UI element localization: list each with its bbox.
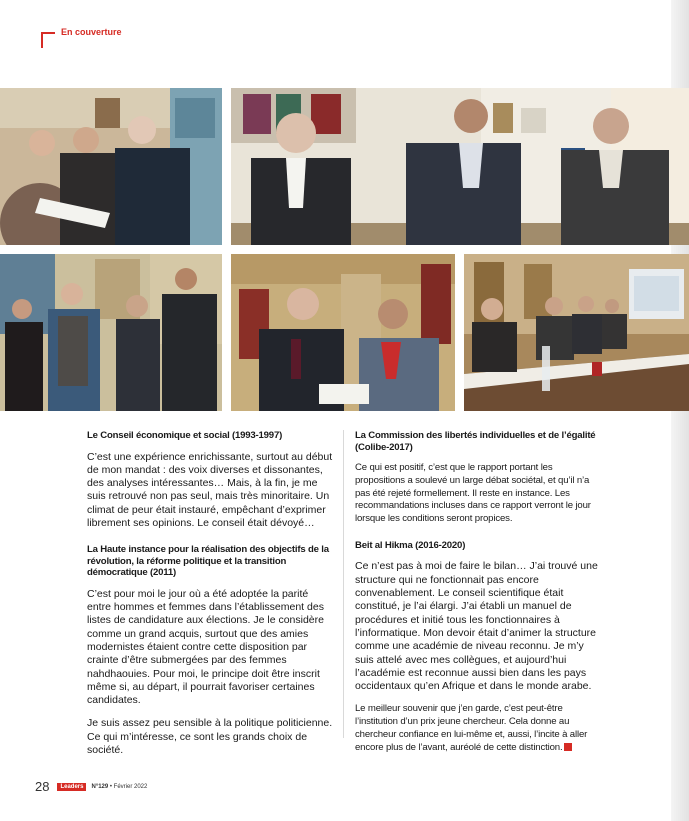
page-footer xyxy=(35,779,147,794)
heading-conseil-economique: Le Conseil économique et social (1993-1997) xyxy=(87,430,283,441)
left-column xyxy=(87,430,333,767)
paragraph-souvenir-text: Le meilleur souvenir que j’en garde, c’est peut-être l’institution d’un prix jeune chercheur. Cela donne au chercheur confiance en lui-même et, aussi, l’incite à aller encore plus de l’avant, auréolé de cette distinction. xyxy=(355,703,588,753)
heading-colibe: La Commission des libertés individuelles et de l’égalité (Colibe-2017) xyxy=(355,430,596,453)
section-tag xyxy=(41,27,122,48)
photo-conference-table xyxy=(464,254,689,411)
heading-beit-al-hikma: Beit al Hikma (2016-2020) xyxy=(355,539,466,551)
issue-number: N°129 xyxy=(91,783,109,790)
section-label: En couverture xyxy=(61,27,122,37)
photo-two-men-award xyxy=(231,254,455,411)
photo-three-men-seated xyxy=(231,88,689,245)
heading-haute-instance: La Haute instance pour la réalisation des objectifs de la révolution, la réforme politique et la transition démocratique (2011) xyxy=(87,544,329,579)
issue-date: • Février 2022 xyxy=(108,783,148,790)
paragraph-colibe: Ce qui est positif, c’est que le rapport portant les propositions a soulevé un large débat sociétal, et qu’il n’a pas été rejeté formellement. Il reste en instance. Les recommandations incluses dans ce rapport verront le jour lorsque les conditions seront propices. xyxy=(355,462,591,525)
page-number: 28 xyxy=(35,779,50,794)
paragraph-beit-al-hikma: Ce n’est pas à moi de faire le bilan… J’ai trouvé une structure qui ne fonctionnait pas encore convenablement. Le conseil scientifique était constitué, je l’ai élargi. J’ai établi un manuel de procédures et initié tous les fonctionnaires à l’informatique. Mon devoir était d’animer la structure comme une académie de niveau reconnu. Je m’y suis attelé avec mes collègues, et aujourd’hui l’académie est reconnue aussi bien dans les pays occidentaux qu’en Afrique et dans le monde arabe. xyxy=(355,560,598,693)
brand-badge: Leaders xyxy=(57,783,86,791)
paragraph-politique: Je suis assez peu sensible à la politique politicienne. Ce qui m’intéresse, ce sont les grands choix de société. xyxy=(87,717,333,757)
issue-info xyxy=(91,784,147,790)
photo-group-standing xyxy=(0,254,222,411)
end-mark-icon xyxy=(564,743,572,751)
column-divider xyxy=(343,430,344,738)
right-column xyxy=(355,430,601,765)
paragraph-conseil-economique: C’est une expérience enrichissante, surtout au début de mon mandat : des voix diverses et dissonantes, des analyses intéressantes… Mais, à la fin, je me suis retrouvé non pas seul, mais très minoritaire. Un climat de peur était instauré, empêchant d’exprimer librement ses opinions. Le conseil était dévoyé… xyxy=(87,450,333,529)
paragraph-souvenir xyxy=(355,703,601,754)
paragraph-parite: C’est pour moi le jour où a été adoptée la parité entre hommes et femmes dans l’établissement des listes de candidature aux élections. Je le considère comme un grand acquis, surtout que des amies modernistes étaient contre cette disposition par crainte d’être submergées par des femmes nahdhaouies. Pour moi, le principe doit être inscrit même si, au départ, il pourrait favoriser certaines candidates. xyxy=(87,587,324,707)
corner-mark-icon xyxy=(41,32,55,48)
photo-award-handshake xyxy=(0,88,222,245)
